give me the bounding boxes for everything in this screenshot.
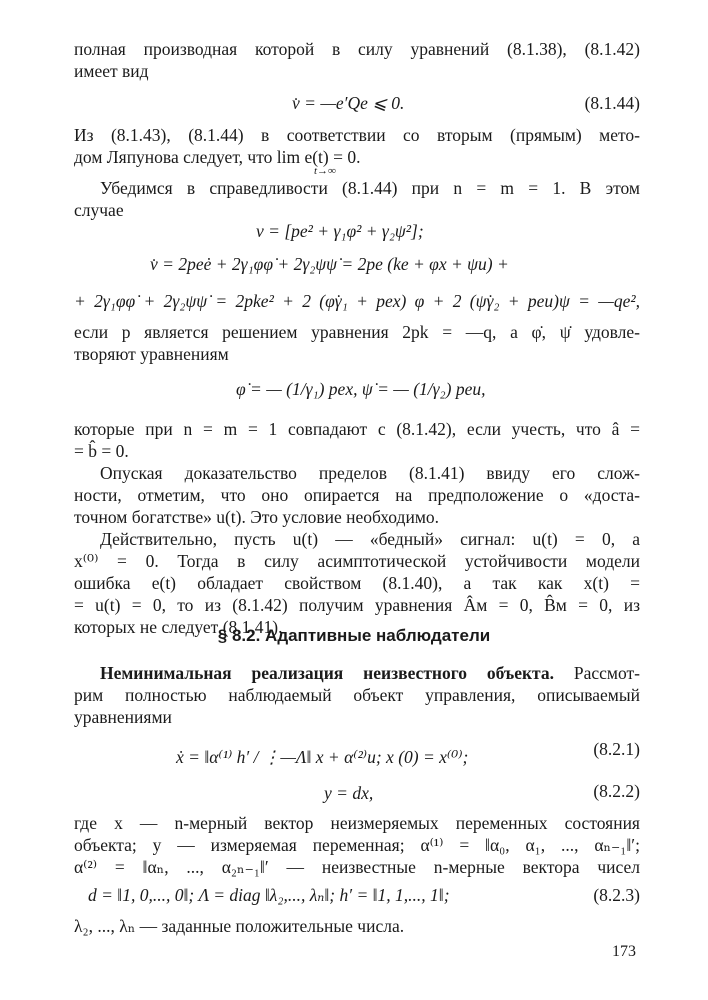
equation-8-2-2: y = dx, [324, 783, 374, 803]
text-line: = b̂ = 0. [74, 441, 129, 461]
text-line: x⁽⁰⁾ = 0. Тогда в силу асимптотической устойчивости модели [74, 551, 640, 571]
text-line: если p является решением уравнения 2pk = —q, а φ̇, ψ̇ удовле- [74, 322, 640, 342]
equation-number: (8.2.2) [593, 781, 640, 801]
text-line: которых не следует (8.1.41). [74, 617, 283, 637]
text-line: Действительно, пусть u(t) — «бедный» сигнал: u(t) = 0, а [100, 529, 640, 549]
section-heading: § 8.2. Адаптивные наблюдатели [217, 626, 491, 645]
text-line: случае [74, 200, 124, 220]
equation-v: v = [pe² + γ₁φ² + γ₂ψ²]; [256, 221, 424, 241]
equation-number: (8.2.1) [593, 739, 640, 759]
lead-rest: Рассмот- [553, 663, 640, 683]
text-line: λ₂, ..., λₙ — заданные положительные числа. [74, 916, 405, 936]
text-line: = u(t) = 0, то из (8.1.42) получим уравнения Âм = 0, B̂м = 0, из [74, 595, 640, 615]
bold-lead-in: Неминимальная реализация неизвестного объекта. [100, 663, 554, 683]
text-line: ошибка e(t) обладает свойством (8.1.40), а так как x(t) = [74, 573, 640, 593]
equation-number: (8.2.3) [593, 885, 640, 905]
equation-8-1-44: v̇ = —e′Qe ⩽ 0. [292, 93, 405, 113]
equation-number: (8.1.44) [584, 93, 640, 113]
text-line: рим полностью наблюдаемый объект управления, описываемый [74, 685, 640, 705]
equation-v-dot: v̇ = 2peė + 2γ₁φφ̇ + 2γ₂ψψ̇ = 2pe (ke + φx + ψu) + [150, 254, 509, 274]
text-line: ности, отметим, что оно опирается на предположение о «доста- [74, 485, 640, 505]
equation-adaptation-laws: φ̇ = — (1/γ₁) pex, ψ̇ = — (1/γ₂) peu, [236, 379, 486, 399]
text-line: которые при n = m = 1 совпадают с (8.1.42), если учесть, что â = [74, 419, 640, 439]
text-line: уравнениями [74, 707, 172, 727]
text-line: точном богатстве» u(t). Это условие необходимо. [74, 507, 440, 527]
text-line: дом Ляпунова следует, что lim e(t) = 0. [74, 147, 361, 167]
paragraph-lead [100, 662, 640, 684]
text-line: творяют уравнениям [74, 344, 229, 364]
text-line: Убедимся в справедливости (8.1.44) при n = m = 1. В этом [100, 178, 640, 198]
limit-subscript: t→∞ [314, 165, 336, 177]
equation-continued: + 2γ₁φφ̇ + 2γ₂ψψ̇ = 2pke² + 2 (φ̇γ₁ + pex) φ + 2 (ψ̇γ₂ + peu)ψ = —qe², [74, 291, 640, 311]
text-line: полная производная которой в силу уравнений (8.1.38), (8.1.42) [74, 39, 640, 59]
text-line: Из (8.1.43), (8.1.44) в соответствии со вторым (прямым) мето- [74, 125, 640, 145]
equation-8-2-3: d = ‖1, 0,..., 0‖; Λ = diag ‖λ₂,..., λₙ‖; h′ = ‖1, 1,..., 1‖; [88, 885, 450, 905]
text-line: где x — n-мерный вектор неизмеряемых переменных состояния [74, 813, 640, 833]
equation-8-2-1: ẋ = ‖α⁽¹⁾ h′ / ⋮—Λ‖ x + α⁽²⁾u; x (0) = x⁽⁰⁾; [176, 747, 469, 767]
text-line: α⁽²⁾ = ‖αₙ, ..., α₂ₙ₋₁‖′ — неизвестные n-мерные вектора чисел [74, 857, 640, 877]
text-line: имеет вид [74, 61, 149, 81]
text-line: объекта; y — измеряемая переменная; α⁽¹⁾ = ‖α₀, α₁, ..., αₙ₋₁‖′; [74, 835, 640, 855]
text-line: Опуская доказательство пределов (8.1.41) ввиду его слож- [100, 463, 640, 483]
page-number: 173 [612, 943, 636, 960]
